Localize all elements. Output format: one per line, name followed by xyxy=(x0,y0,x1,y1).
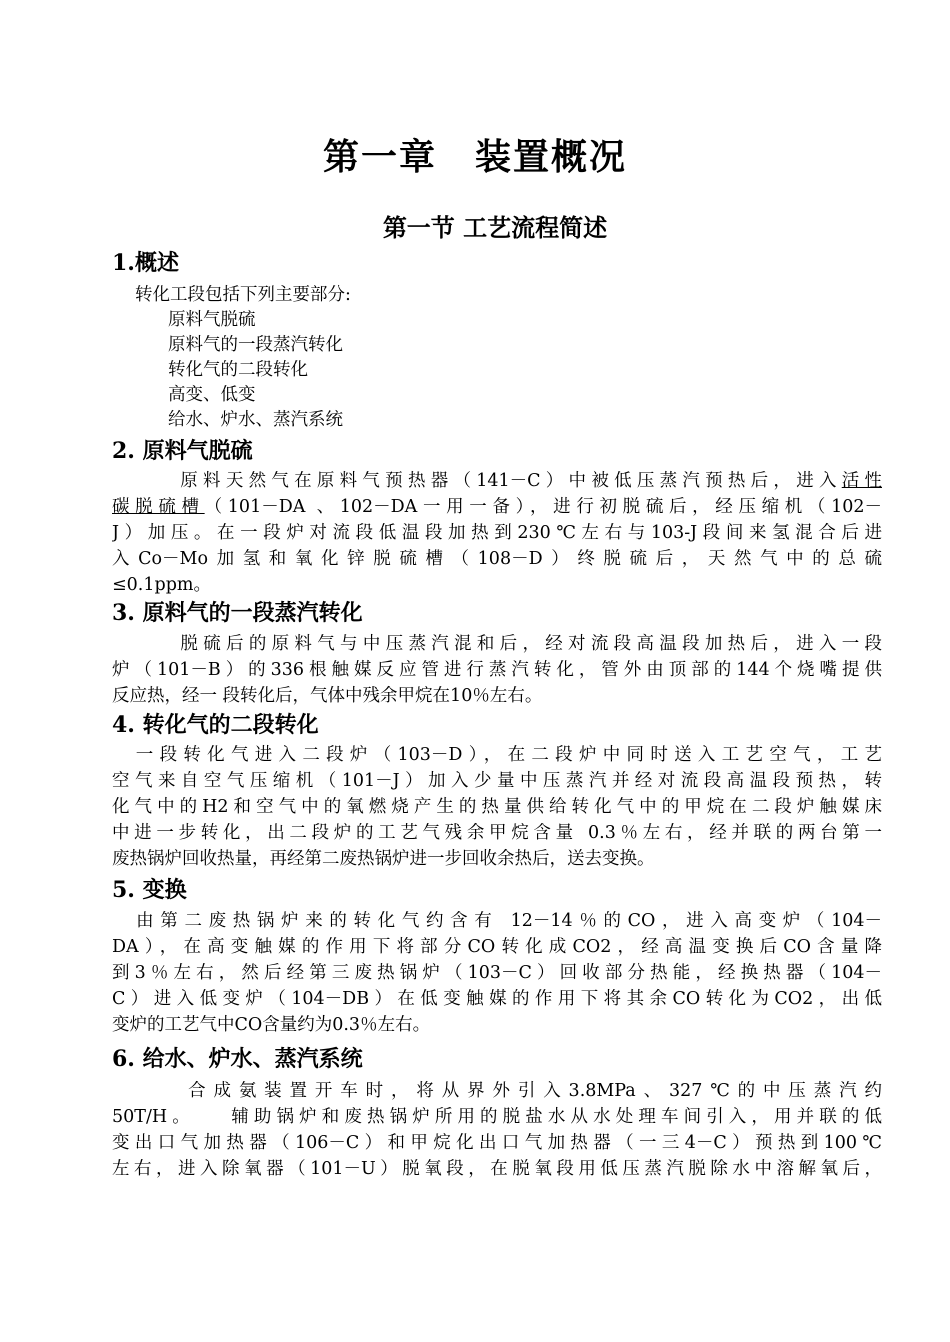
heading-desulfurization: 2. 原料气脱硫 xyxy=(112,438,253,464)
paragraph-line xyxy=(112,468,882,494)
paragraph-line: ≤0.1ppm。 xyxy=(112,575,211,595)
paragraph-line: 左右，进入除氧器（101－U）脱氧段，在脱氧段用低压蒸汽脱除水中溶解氧后， xyxy=(112,1159,882,1179)
section-title: 第一节 工艺流程简述 xyxy=(382,213,608,242)
paragraph-line: 炉（101－B）的336根触媒反应管进行蒸汽转化，管外由顶部的144个烧嘴提供 xyxy=(112,660,882,680)
paragraph-line: 入Co－Mo加氢和氧化锌脱硫槽（108－D）终脱硫后，天然气中的总硫 xyxy=(112,549,882,569)
paragraph-line: J）加压。在一段炉对流段低温段加热到230℃左右与103-J段间来氢混合后进 xyxy=(112,523,882,543)
paragraph-line: C）进入低变炉（104－DB）在低变触媒的作用下将其余CO转化为CO2，出低 xyxy=(112,989,882,1009)
text-run: 原料天然气在原料气预热器（141－C）中被低压蒸汽预热后，进入 xyxy=(112,471,842,491)
paragraph-line: 化气中的H2和空气中的氧燃烧产生的热量供给转化气中的甲烷在二段炉触媒床 xyxy=(112,797,882,817)
heading-secondary-reforming: 4. 转化气的二段转化 xyxy=(112,712,319,738)
list-item: 高变、低变 xyxy=(168,385,256,405)
paragraph-line: 变出口气加热器（106－C）和甲烷化出口气加热器（一三4－C）预热到100℃ xyxy=(112,1133,882,1153)
paragraph-line: 合成氨装置开车时，将从界外引入3.8MPa、327℃的中压蒸汽约 xyxy=(112,1081,882,1101)
overview-intro: 转化工段包括下列主要部分: xyxy=(135,285,351,305)
paragraph-line: 反应热，经一 段转化后，气体中残余甲烷在10％左右。 xyxy=(112,686,543,706)
heading-primary-reforming: 3. 原料气的一段蒸汽转化 xyxy=(112,600,363,626)
chapter-title: 第一章 装置概况 xyxy=(322,136,627,178)
paragraph-line xyxy=(112,494,882,520)
paragraph-line: 到3％左右，然后经第三废热锅炉（103－C）回收部分热能，经换热器（104－ xyxy=(112,963,882,983)
underlined-text: 活性 xyxy=(841,471,882,491)
paragraph-line: 中进一步转化，出二段炉的工艺气残余甲烷含量 0.3％左右，经并联的两台第一 xyxy=(112,823,882,843)
paragraph-line: 废热锅炉回收热量，再经第二废热锅炉进一步回收余热后，送去变换。 xyxy=(112,849,655,869)
text-run: （101－DA 、102－DA一用一备），进行初脱硫后，经压缩机（102－ xyxy=(204,497,882,517)
paragraph-line: 由第二废热锅炉来的转化气约含有 12－14％的CO，进入高变炉（104－ xyxy=(112,911,882,931)
list-item: 原料气的一段蒸汽转化 xyxy=(168,335,343,355)
heading-water-steam-system: 6. 给水、炉水、蒸汽系统 xyxy=(112,1046,363,1072)
paragraph-line: 变炉的工艺气中CO含量约为0.3％左右。 xyxy=(112,1015,431,1035)
paragraph-line: 一段转化气进入二段炉（103－D），在二段炉中同时送入工艺空气，工艺 xyxy=(112,745,882,765)
underlined-text: 碳脱硫槽 xyxy=(112,497,205,517)
paragraph-line: 50T/H。 辅助锅炉和废热锅炉所用的脱盐水从水处理车间引入，用并联的低 xyxy=(112,1107,882,1127)
heading-overview: 1.概述 xyxy=(112,250,179,276)
list-item: 原料气脱硫 xyxy=(168,310,256,330)
paragraph-line: DA），在高变触媒的作用下将部分CO转化成CO2，经高温变换后CO含量降 xyxy=(112,937,882,957)
paragraph-line: 脱硫后的原料气与中压蒸汽混和后，经对流段高温段加热后，进入一段 xyxy=(112,634,882,654)
list-item: 转化气的二段转化 xyxy=(168,360,308,380)
heading-shift: 5. 变换 xyxy=(112,877,187,903)
list-item: 给水、炉水、蒸汽系统 xyxy=(168,410,343,430)
paragraph-line: 空气来自空气压缩机（101－J）加入少量中压蒸汽并经对流段高温段预热，转 xyxy=(112,771,882,791)
